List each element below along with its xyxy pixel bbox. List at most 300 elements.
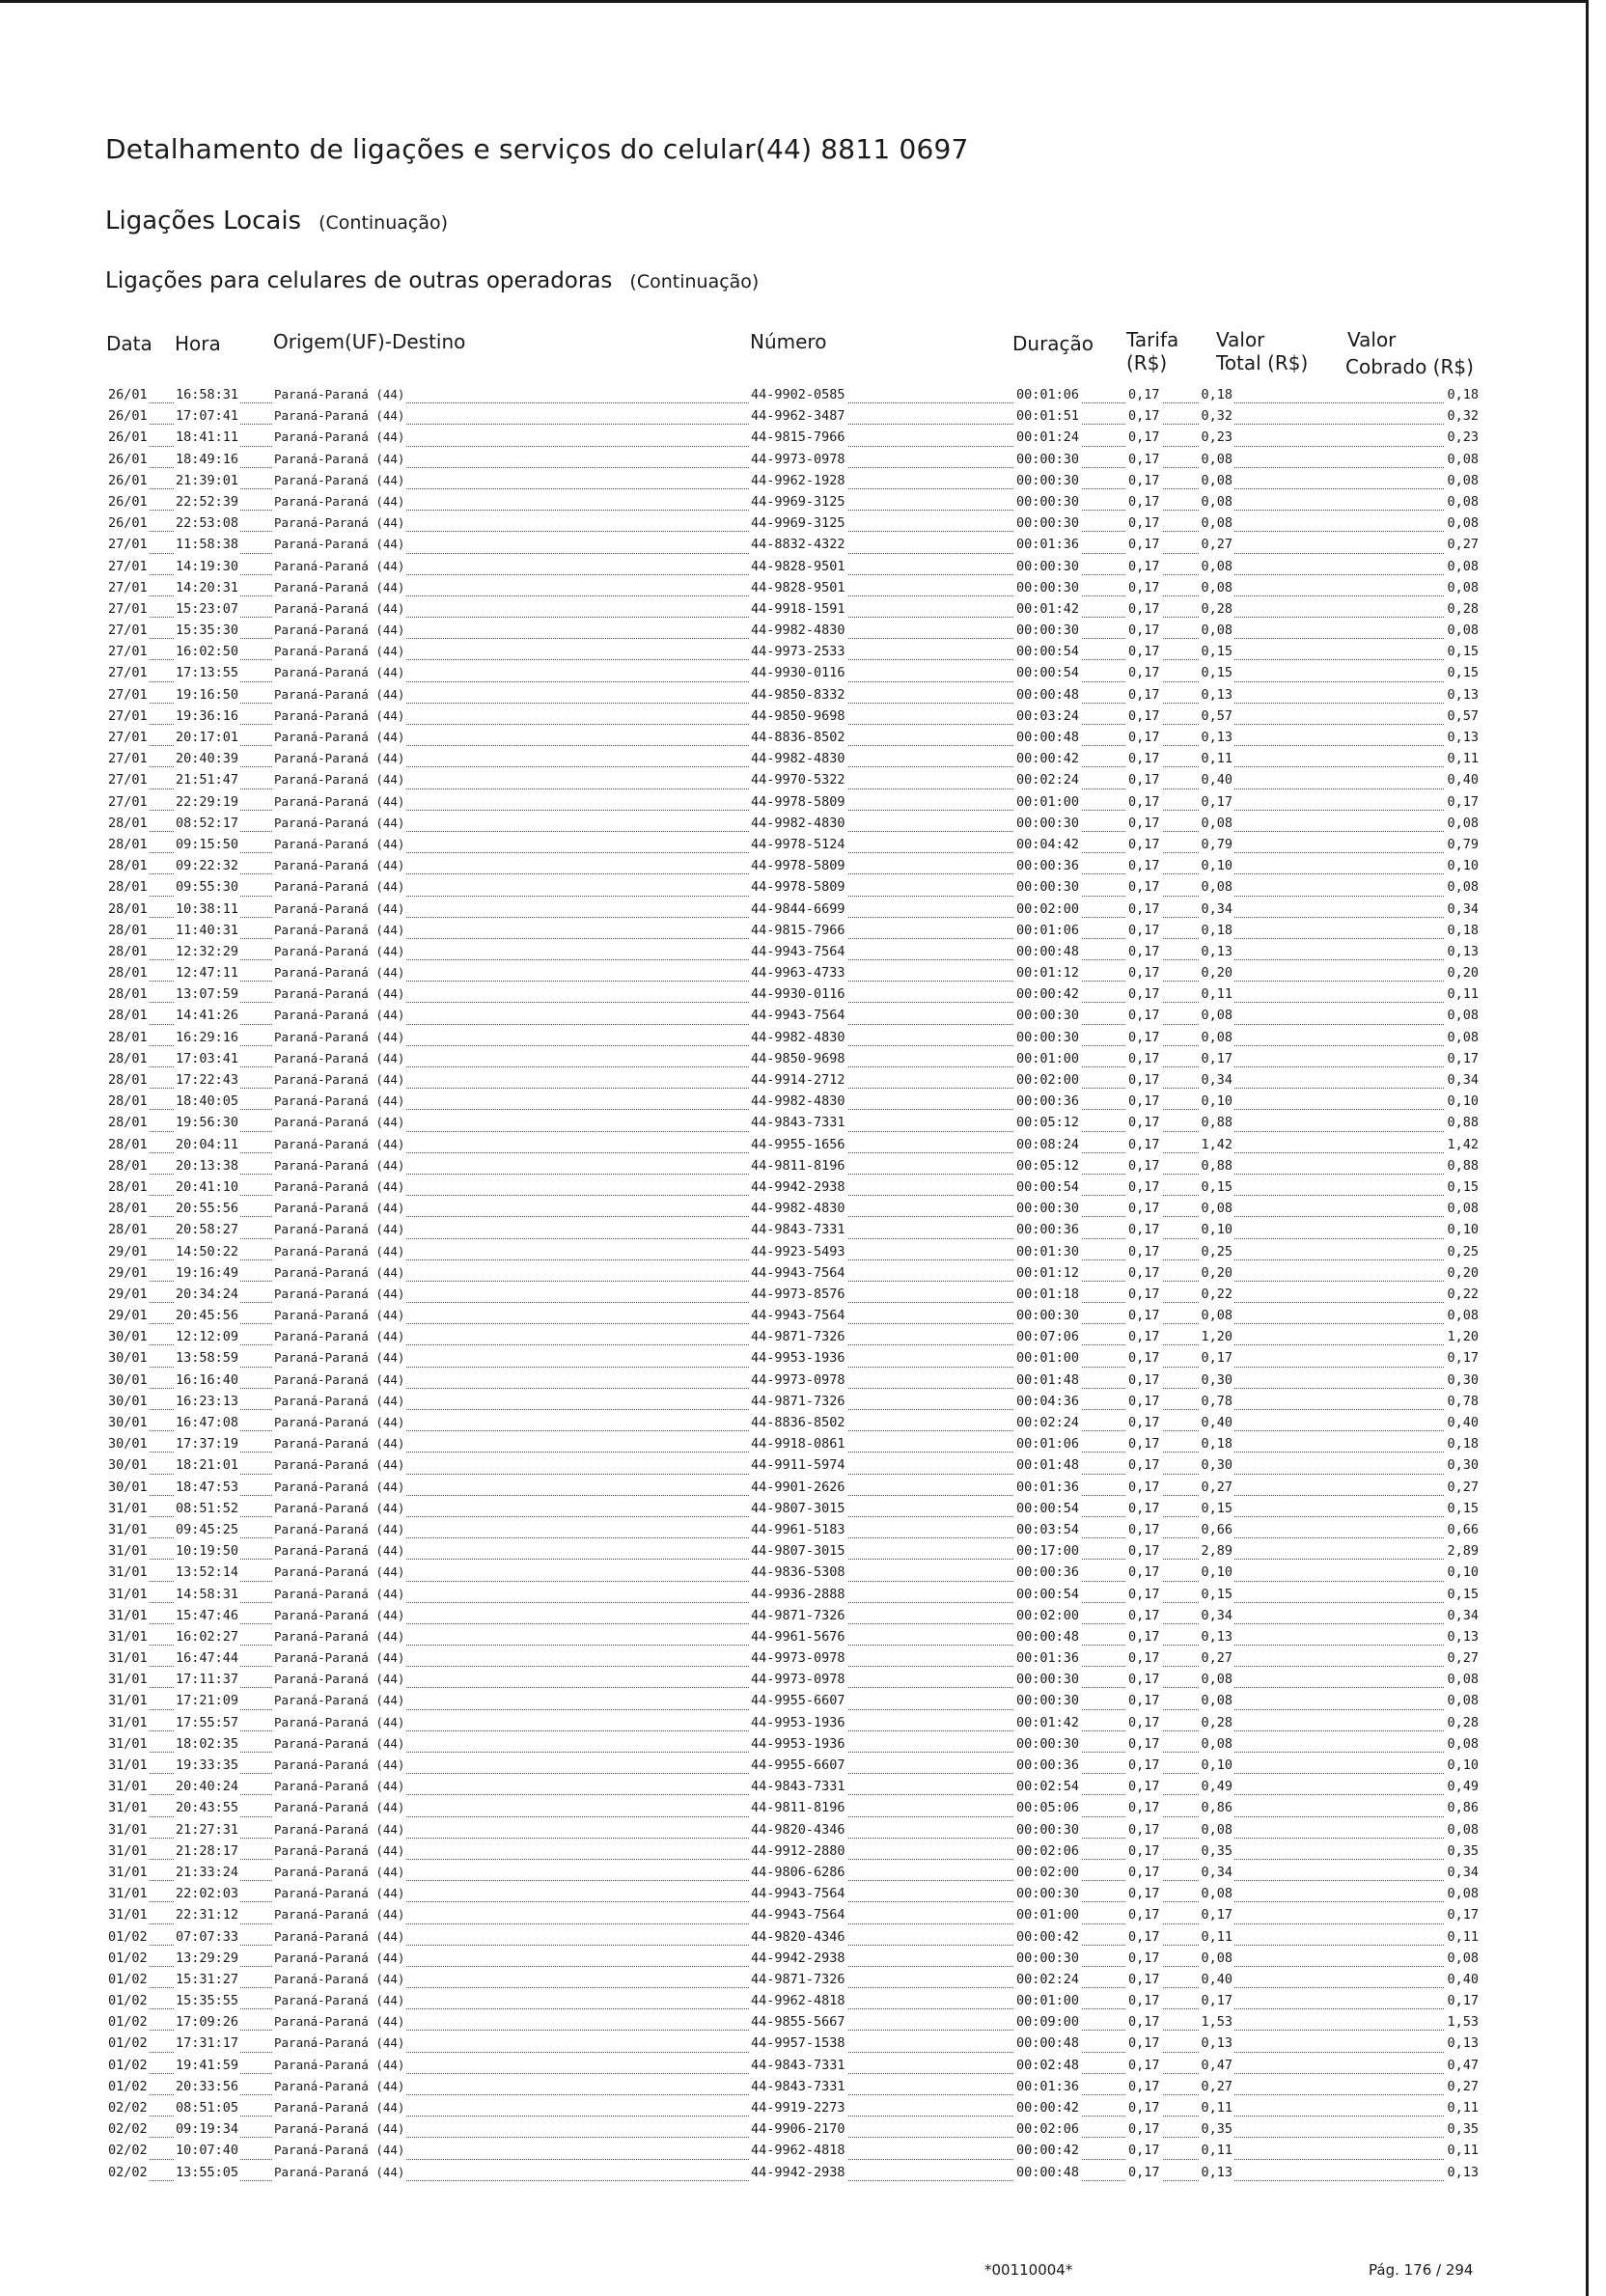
cell-numero: 44-9962-3487	[751, 408, 845, 425]
cell-valor-total: 0,32	[1201, 408, 1232, 425]
cell-data: 31/01	[108, 1886, 148, 1902]
table-row	[106, 1884, 1481, 1905]
cell-duracao: 00:00:42	[1016, 986, 1080, 1003]
cell-origem: Paraná-Paraná (44)	[272, 814, 406, 833]
cell-hora: 18:47:53	[176, 1479, 239, 1495]
header-duracao: Duração	[1012, 332, 1094, 355]
cell-numero: 44-9963-4733	[751, 965, 845, 982]
cell-numero: 44-9843-7331	[751, 2078, 845, 2094]
cell-valor-cobrado: 0,08	[1447, 1008, 1479, 1024]
table-header	[0, 328, 1506, 382]
cell-valor-cobrado: 0,13	[1447, 730, 1479, 745]
cell-valor-total: 0,15	[1201, 1500, 1232, 1516]
cell-duracao: 00:00:30	[1016, 451, 1080, 467]
cell-origem: Paraná-Paraná (44)	[272, 1520, 406, 1539]
cell-tarifa: 0,17	[1128, 1714, 1160, 1730]
cell-numero: 44-9943-7564	[751, 943, 845, 959]
cell-tarifa: 0,17	[1128, 1779, 1160, 1795]
cell-numero: 44-9955-6607	[751, 1693, 845, 1709]
cell-origem: Paraná-Paraná (44)	[272, 1841, 406, 1861]
cell-duracao: 00:00:54	[1016, 665, 1080, 681]
cell-valor-total: 0,08	[1201, 1008, 1232, 1024]
cell-valor-cobrado: 0,08	[1447, 493, 1479, 510]
cell-tarifa: 0,17	[1128, 2143, 1160, 2159]
cell-data: 29/01	[108, 1286, 148, 1302]
cell-origem: Paraná-Paraná (44)	[272, 1348, 406, 1368]
cell-data: 01/02	[108, 1971, 148, 1987]
cell-numero: 44-9919-2273	[751, 2100, 845, 2116]
cell-data: 28/01	[108, 900, 148, 917]
cell-tarifa: 0,17	[1128, 751, 1160, 767]
cell-duracao: 00:01:00	[1016, 1050, 1080, 1066]
cell-numero: 44-9982-4830	[751, 815, 845, 831]
cell-origem: Paraná-Paraná (44)	[272, 1541, 406, 1561]
cell-data: 28/01	[108, 1115, 148, 1131]
cell-data: 26/01	[108, 429, 148, 446]
cell-hora: 20:58:27	[176, 1222, 239, 1238]
cell-numero: 44-9820-4346	[751, 1928, 845, 1945]
cell-origem: Paraná-Paraná (44)	[272, 1478, 406, 1497]
cell-origem: Paraná-Paraná (44)	[272, 1242, 406, 1261]
cell-numero: 44-9955-6607	[751, 1757, 845, 1773]
cell-origem: Paraná-Paraná (44)	[272, 942, 406, 961]
cell-tarifa: 0,17	[1128, 1500, 1160, 1516]
cell-valor-total: 0,08	[1201, 815, 1232, 831]
cell-valor-cobrado: 0,34	[1447, 900, 1479, 917]
cell-valor-cobrado: 0,10	[1447, 1222, 1479, 1238]
cell-valor-cobrado: 0,13	[1447, 1628, 1479, 1645]
cell-valor-cobrado: 0,08	[1447, 515, 1479, 532]
table-row	[106, 1777, 1481, 1798]
cell-data: 01/02	[108, 2035, 148, 2052]
cell-numero: 44-9978-5809	[751, 793, 845, 810]
cell-data: 31/01	[108, 1735, 148, 1752]
cell-data: 27/01	[108, 772, 148, 788]
cell-hora: 18:49:16	[176, 451, 239, 467]
cell-duracao: 00:00:30	[1016, 1029, 1080, 1045]
cell-data: 27/01	[108, 665, 148, 681]
cell-hora: 19:36:16	[176, 707, 239, 724]
cell-valor-total: 0,34	[1201, 1864, 1232, 1880]
cell-hora: 08:51:52	[176, 1500, 239, 1516]
cell-duracao: 00:00:30	[1016, 558, 1080, 574]
cell-hora: 20:04:11	[176, 1136, 239, 1152]
cell-tarifa: 0,17	[1128, 493, 1160, 510]
cell-valor-cobrado: 0,28	[1447, 1714, 1479, 1730]
cell-valor-cobrado: 0,20	[1447, 1264, 1479, 1281]
cell-valor-cobrado: 0,08	[1447, 1886, 1479, 1902]
page-title: Detalhamento de ligações e serviços do celular(44) 8811 0697	[105, 133, 969, 165]
table-row	[106, 1756, 1481, 1777]
cell-hora: 11:58:38	[176, 537, 239, 553]
cell-origem: Paraná-Paraná (44)	[272, 663, 406, 682]
cell-duracao: 00:01:48	[1016, 1457, 1080, 1474]
cell-valor-total: 0,35	[1201, 1842, 1232, 1859]
section-note: (Continuação)	[318, 212, 449, 234]
cell-duracao: 00:00:30	[1016, 879, 1080, 896]
table-row	[106, 963, 1481, 984]
cell-tarifa: 0,17	[1128, 472, 1160, 488]
cell-tarifa: 0,17	[1128, 1479, 1160, 1495]
cell-tarifa: 0,17	[1128, 1757, 1160, 1773]
header-origem: Origem(UF)-Destino	[273, 330, 466, 353]
cell-origem: Paraná-Paraná (44)	[272, 1413, 406, 1432]
cell-numero: 44-9843-7331	[751, 1115, 845, 1131]
table-row	[106, 578, 1481, 599]
cell-data: 26/01	[108, 408, 148, 425]
table-row	[106, 1713, 1481, 1734]
cell-hora: 13:29:29	[176, 1950, 239, 1966]
cell-valor-cobrado: 0,17	[1447, 1907, 1479, 1923]
cell-duracao: 00:03:24	[1016, 707, 1080, 724]
cell-tarifa: 0,17	[1128, 579, 1160, 595]
cell-numero: 44-9936-2888	[751, 1586, 845, 1602]
cell-hora: 18:41:11	[176, 429, 239, 446]
cell-hora: 12:47:11	[176, 965, 239, 982]
cell-tarifa: 0,17	[1128, 1457, 1160, 1474]
cell-hora: 16:29:16	[176, 1029, 239, 1045]
cell-valor-total: 0,47	[1201, 2057, 1232, 2073]
table-row	[106, 1648, 1481, 1670]
table-row	[106, 1220, 1481, 1241]
cell-origem: Paraná-Paraná (44)	[272, 1220, 406, 1239]
cell-hora: 18:21:01	[176, 1457, 239, 1474]
cell-origem: Paraná-Paraná (44)	[272, 428, 406, 447]
cell-data: 01/02	[108, 1950, 148, 1966]
cell-valor-cobrado: 0,20	[1447, 965, 1479, 982]
cell-hora: 16:02:27	[176, 1628, 239, 1645]
cell-numero: 44-9973-0978	[751, 1650, 845, 1667]
cell-numero: 44-9815-7966	[751, 922, 845, 938]
cell-data: 27/01	[108, 707, 148, 724]
cell-numero: 44-9930-0116	[751, 665, 845, 681]
cell-tarifa: 0,17	[1128, 922, 1160, 938]
cell-valor-total: 0,10	[1201, 1222, 1232, 1238]
cell-hora: 17:03:41	[176, 1050, 239, 1066]
cell-numero: 44-9942-2938	[751, 2164, 845, 2180]
cell-duracao: 00:00:42	[1016, 1928, 1080, 1945]
cell-numero: 44-9961-5676	[751, 1628, 845, 1645]
cell-origem: Paraná-Paraná (44)	[272, 1863, 406, 1882]
cell-origem: Paraná-Paraná (44)	[272, 2163, 406, 2182]
cell-valor-total: 0,11	[1201, 986, 1232, 1003]
table-row	[106, 2098, 1481, 2119]
cell-origem: Paraná-Paraná (44)	[272, 1156, 406, 1176]
cell-numero: 44-9923-5493	[751, 1243, 845, 1259]
table-row	[106, 942, 1481, 963]
cell-origem: Paraná-Paraná (44)	[272, 1327, 406, 1346]
cell-duracao: 00:01:36	[1016, 2078, 1080, 2094]
cell-valor-cobrado: 0,40	[1447, 1415, 1479, 1430]
table-row	[106, 621, 1481, 642]
cell-duracao: 00:00:30	[1016, 1201, 1080, 1217]
cell-tarifa: 0,17	[1128, 1735, 1160, 1752]
cell-hora: 14:20:31	[176, 579, 239, 595]
cell-origem: Paraná-Paraná (44)	[272, 1905, 406, 1924]
cell-numero: 44-9953-1936	[751, 1350, 845, 1367]
cell-numero: 44-9806-6286	[751, 1864, 845, 1880]
cell-tarifa: 0,17	[1128, 622, 1160, 639]
cell-origem: Paraná-Paraná (44)	[272, 856, 406, 875]
cell-duracao: 00:00:30	[1016, 579, 1080, 595]
cell-data: 30/01	[108, 1371, 148, 1388]
cell-valor-cobrado: 0,34	[1447, 1072, 1479, 1088]
cell-duracao: 00:00:36	[1016, 1757, 1080, 1773]
cell-tarifa: 0,17	[1128, 2057, 1160, 2073]
cell-numero: 44-9943-7564	[751, 1264, 845, 1281]
cell-valor-total: 0,40	[1201, 1971, 1232, 1987]
cell-hora: 21:27:31	[176, 1821, 239, 1838]
cell-origem: Paraná-Paraná (44)	[272, 1285, 406, 1304]
cell-origem: Paraná-Paraná (44)	[272, 792, 406, 812]
table-row	[106, 1863, 1481, 1884]
cell-numero: 44-9820-4346	[751, 1821, 845, 1838]
cell-duracao: 00:00:30	[1016, 622, 1080, 639]
cell-duracao: 00:01:06	[1016, 922, 1080, 938]
cell-duracao: 00:00:30	[1016, 472, 1080, 488]
cell-duracao: 00:01:00	[1016, 1907, 1080, 1923]
cell-numero: 44-9953-1936	[751, 1714, 845, 1730]
cell-hora: 09:22:32	[176, 858, 239, 874]
table-row	[106, 749, 1481, 770]
cell-data: 02/02	[108, 2164, 148, 2180]
table-row	[106, 1434, 1481, 1455]
header-cobrado-2: Cobrado (R$)	[1345, 355, 1474, 378]
cell-data: 26/01	[108, 515, 148, 532]
cell-hora: 20:41:10	[176, 1178, 239, 1195]
cell-valor-cobrado: 0,17	[1447, 793, 1479, 810]
table-row	[106, 1199, 1481, 1220]
cell-valor-total: 0,08	[1201, 451, 1232, 467]
table-row	[106, 1049, 1481, 1070]
cell-valor-total: 0,18	[1201, 922, 1232, 938]
table-row	[106, 450, 1481, 471]
cell-valor-total: 0,17	[1201, 793, 1232, 810]
cell-tarifa: 0,17	[1128, 665, 1160, 681]
cell-origem: Paraná-Paraná (44)	[272, 1648, 406, 1668]
calls-table	[106, 385, 1481, 2184]
cell-valor-cobrado: 0,49	[1447, 1779, 1479, 1795]
cell-duracao: 00:07:06	[1016, 1329, 1080, 1345]
cell-numero: 44-8836-8502	[751, 1415, 845, 1430]
cell-tarifa: 0,17	[1128, 1286, 1160, 1302]
cell-valor-cobrado: 0,17	[1447, 1993, 1479, 2009]
cell-data: 28/01	[108, 986, 148, 1003]
table-row	[106, 1070, 1481, 1092]
cell-valor-cobrado: 2,89	[1447, 1543, 1479, 1560]
cell-tarifa: 0,17	[1128, 537, 1160, 553]
cell-valor-cobrado: 0,47	[1447, 2057, 1479, 2073]
cell-valor-total: 2,89	[1201, 1543, 1232, 1560]
cell-hora: 15:35:30	[176, 622, 239, 639]
cell-duracao: 00:01:48	[1016, 1371, 1080, 1388]
cell-numero: 44-9871-7326	[751, 1329, 845, 1345]
cell-origem: Paraná-Paraná (44)	[272, 1028, 406, 1047]
cell-valor-cobrado: 0,35	[1447, 2121, 1479, 2138]
cell-duracao: 00:01:30	[1016, 1243, 1080, 1259]
cell-duracao: 00:00:30	[1016, 815, 1080, 831]
cell-valor-total: 0,13	[1201, 730, 1232, 745]
cell-valor-total: 0,40	[1201, 772, 1232, 788]
cell-hora: 20:33:56	[176, 2078, 239, 2094]
cell-origem: Paraná-Paraná (44)	[272, 385, 406, 404]
table-row	[106, 471, 1481, 492]
table-row	[106, 2141, 1481, 2162]
cell-valor-total: 0,88	[1201, 1115, 1232, 1131]
cell-origem: Paraná-Paraná (44)	[272, 1392, 406, 1411]
cell-tarifa: 0,17	[1128, 793, 1160, 810]
cell-duracao: 00:01:06	[1016, 1436, 1080, 1452]
cell-valor-cobrado: 0,15	[1447, 644, 1479, 660]
cell-data: 02/02	[108, 2100, 148, 2116]
cell-duracao: 00:00:30	[1016, 1735, 1080, 1752]
cell-data: 30/01	[108, 1393, 148, 1409]
table-row	[106, 1285, 1481, 1306]
cell-valor-cobrado: 0,27	[1447, 1650, 1479, 1667]
cell-duracao: 00:00:30	[1016, 1672, 1080, 1688]
cell-tarifa: 0,17	[1128, 515, 1160, 532]
cell-duracao: 00:05:12	[1016, 1115, 1080, 1131]
cell-data: 31/01	[108, 1757, 148, 1773]
cell-valor-cobrado: 0,15	[1447, 1178, 1479, 1195]
cell-valor-total: 0,17	[1201, 1350, 1232, 1367]
cell-valor-cobrado: 0,28	[1447, 600, 1479, 617]
table-row	[106, 1006, 1481, 1027]
cell-tarifa: 0,17	[1128, 1436, 1160, 1452]
cell-valor-total: 0,13	[1201, 1628, 1232, 1645]
cell-data: 31/01	[108, 1779, 148, 1795]
table-row	[106, 1028, 1481, 1049]
cell-valor-cobrado: 0,18	[1447, 922, 1479, 938]
cell-data: 31/01	[108, 1693, 148, 1709]
cell-valor-total: 0,13	[1201, 686, 1232, 703]
cell-hora: 20:40:39	[176, 751, 239, 767]
cell-origem: Paraná-Paraná (44)	[272, 2119, 406, 2139]
cell-valor-cobrado: 0,11	[1447, 986, 1479, 1003]
cell-duracao: 00:00:30	[1016, 1821, 1080, 1838]
header-data: Data	[106, 332, 152, 355]
cell-numero: 44-9943-7564	[751, 1008, 845, 1024]
cell-data: 28/01	[108, 1178, 148, 1195]
cell-origem: Paraná-Paraná (44)	[272, 1070, 406, 1090]
cell-duracao: 00:01:51	[1016, 408, 1080, 425]
table-row	[106, 792, 1481, 814]
cell-numero: 44-9906-2170	[751, 2121, 845, 2138]
cell-data: 27/01	[108, 730, 148, 745]
table-row	[106, 557, 1481, 578]
cell-origem: Paraná-Paraná (44)	[272, 706, 406, 726]
cell-origem: Paraná-Paraná (44)	[272, 406, 406, 426]
cell-data: 30/01	[108, 1479, 148, 1495]
cell-data: 31/01	[108, 1521, 148, 1537]
table-row	[106, 1263, 1481, 1285]
cell-valor-total: 0,17	[1201, 1907, 1232, 1923]
cell-duracao: 00:02:00	[1016, 1607, 1080, 1623]
cell-tarifa: 0,17	[1128, 1050, 1160, 1066]
cell-valor-cobrado: 1,20	[1447, 1329, 1479, 1345]
cell-tarifa: 0,17	[1128, 1072, 1160, 1088]
cell-tarifa: 0,17	[1128, 2164, 1160, 2180]
cell-duracao: 00:01:00	[1016, 1350, 1080, 1367]
cell-numero: 44-9850-9698	[751, 1050, 845, 1066]
cell-duracao: 00:02:00	[1016, 1864, 1080, 1880]
table-row	[106, 1691, 1481, 1712]
cell-data: 26/01	[108, 387, 148, 402]
cell-valor-cobrado: 0,40	[1447, 772, 1479, 788]
table-row	[106, 770, 1481, 791]
cell-origem: Paraná-Paraná (44)	[272, 877, 406, 897]
table-row	[106, 1670, 1481, 1691]
cell-valor-cobrado: 0,11	[1447, 2143, 1479, 2159]
cell-valor-total: 0,18	[1201, 1436, 1232, 1452]
cell-hora: 14:58:31	[176, 1586, 239, 1602]
cell-numero: 44-9930-0116	[751, 986, 845, 1003]
cell-duracao: 00:17:00	[1016, 1543, 1080, 1560]
cell-numero: 44-9961-5183	[751, 1521, 845, 1537]
cell-numero: 44-9943-7564	[751, 1308, 845, 1324]
cell-data: 27/01	[108, 537, 148, 553]
cell-numero: 44-9828-9501	[751, 579, 845, 595]
cell-data: 31/01	[108, 1800, 148, 1816]
cell-numero: 44-8836-8502	[751, 730, 845, 745]
cell-tarifa: 0,17	[1128, 600, 1160, 617]
cell-data: 26/01	[108, 451, 148, 467]
cell-duracao: 00:02:24	[1016, 772, 1080, 788]
cell-valor-cobrado: 1,42	[1447, 1136, 1479, 1152]
cell-tarifa: 0,17	[1128, 1115, 1160, 1131]
cell-hora: 22:29:19	[176, 793, 239, 810]
cell-numero: 44-9828-9501	[751, 558, 845, 574]
cell-hora: 20:43:55	[176, 1800, 239, 1816]
cell-valor-cobrado: 0,08	[1447, 1029, 1479, 1045]
cell-data: 01/02	[108, 1993, 148, 2009]
cell-data: 28/01	[108, 1072, 148, 1088]
cell-hora: 20:13:38	[176, 1157, 239, 1174]
cell-data: 01/02	[108, 2078, 148, 2094]
cell-valor-cobrado: 0,08	[1447, 815, 1479, 831]
cell-valor-total: 0,13	[1201, 943, 1232, 959]
cell-origem: Paraná-Paraná (44)	[272, 1777, 406, 1796]
cell-data: 27/01	[108, 686, 148, 703]
cell-data: 01/02	[108, 2014, 148, 2031]
cell-data: 27/01	[108, 751, 148, 767]
cell-valor-total: 0,11	[1201, 2143, 1232, 2159]
cell-numero: 44-9973-8576	[751, 1286, 845, 1302]
cell-origem: Paraná-Paraná (44)	[272, 1006, 406, 1025]
table-row	[106, 1606, 1481, 1627]
cell-numero: 44-9962-4818	[751, 2143, 845, 2159]
cell-data: 30/01	[108, 1415, 148, 1430]
cell-valor-total: 0,10	[1201, 1093, 1232, 1110]
cell-duracao: 00:02:24	[1016, 1971, 1080, 1987]
cell-valor-total: 0,27	[1201, 2078, 1232, 2094]
cell-duracao: 00:00:42	[1016, 2143, 1080, 2159]
cell-duracao: 00:02:24	[1016, 1415, 1080, 1430]
cell-duracao: 00:00:36	[1016, 1564, 1080, 1581]
cell-valor-total: 1,53	[1201, 2014, 1232, 2031]
cell-tarifa: 0,17	[1128, 1093, 1160, 1110]
cell-tarifa: 0,17	[1128, 986, 1160, 1003]
cell-data: 31/01	[108, 1864, 148, 1880]
cell-valor-cobrado: 0,88	[1447, 1115, 1479, 1131]
cell-hora: 15:47:46	[176, 1607, 239, 1623]
cell-hora: 12:32:29	[176, 943, 239, 959]
cell-numero: 44-9914-2712	[751, 1072, 845, 1088]
cell-valor-total: 1,20	[1201, 1329, 1232, 1345]
cell-hora: 15:35:55	[176, 1993, 239, 2009]
cell-tarifa: 0,17	[1128, 1201, 1160, 1217]
cell-origem: Paraná-Paraná (44)	[272, 1713, 406, 1732]
